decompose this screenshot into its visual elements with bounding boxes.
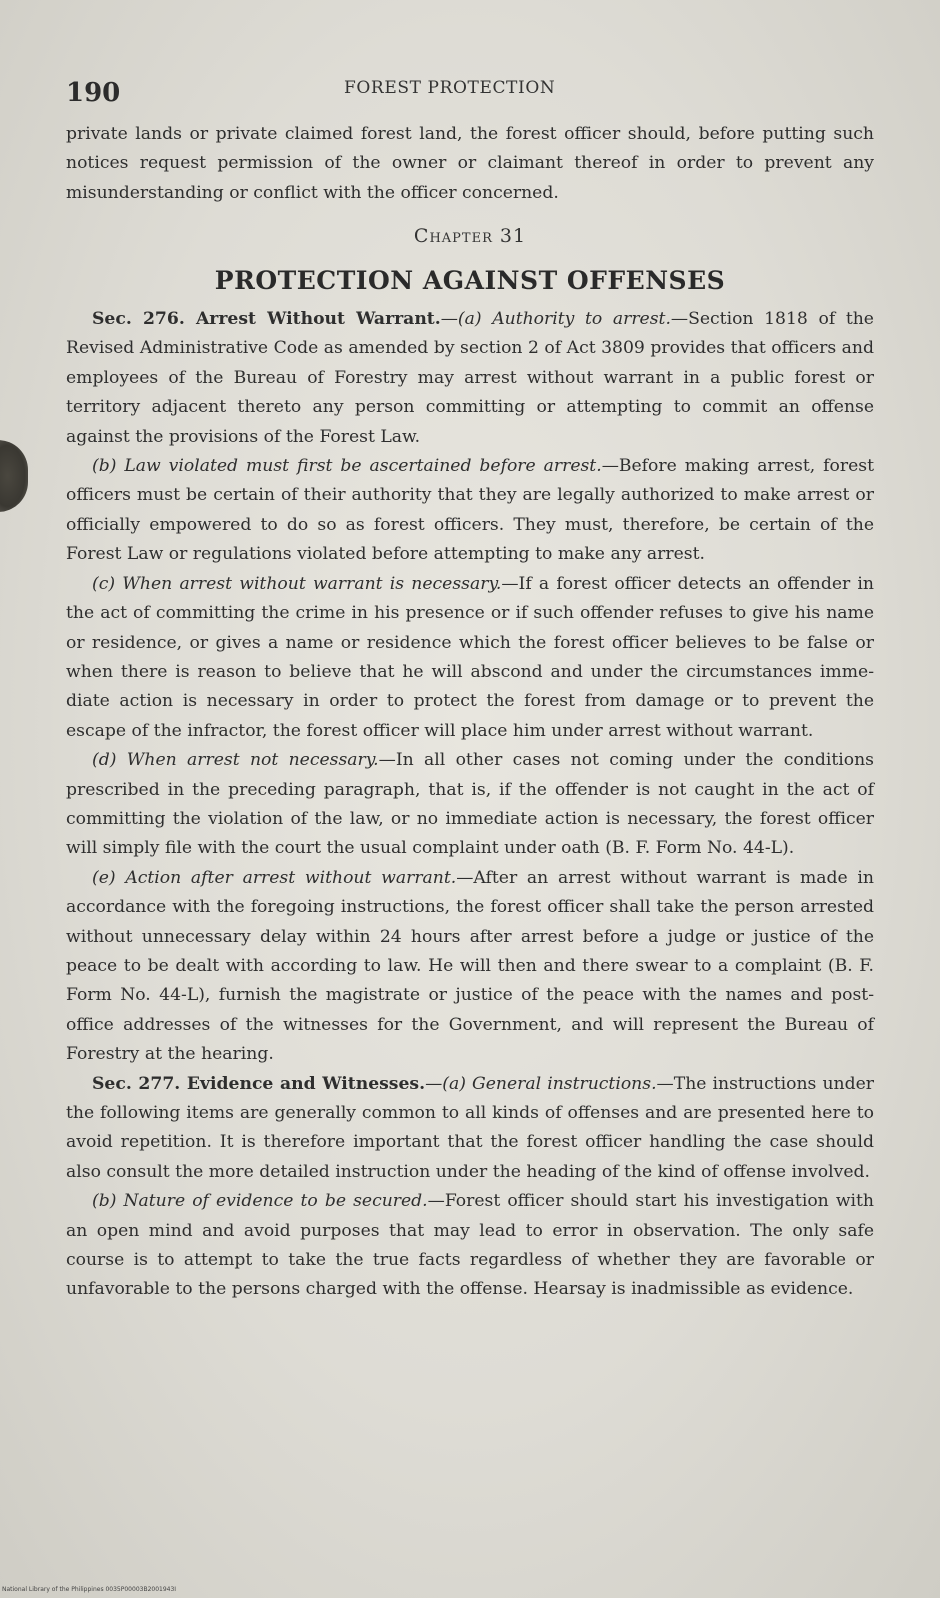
thumb-shadow (0, 440, 28, 512)
sec-276-b: (b) Law violated must first be ascertained before arrest.—Before making arrest, forest officers must be certain of their authority that they are legally authorized to make arrest or officially empowered to do so as forest officers. They must, therefore, be certain of the Forest Law or regulations violated before attempting to make any arrest. (66, 456, 874, 565)
sec-277-b-text: Forest officer should start his investigation with an open mind and avoid purposes that may lead to error in observation. The only safe course is to attempt to take the true facts regardless of whether they are favorable or unfavorable to the persons charged with the offense. Hearsay is inadmissible as evidence. (66, 1191, 874, 1300)
sec-276-a: Sec. 276. Arrest Without Warrant.—(a) Authority to arrest.—Section 1818 of the Revised Administrative Code as amended by section 2 of Act 3809 provides that officers and employees of the Bureau of Forestry may arrest without warrant in a public forest or territory adjacent thereto any person committing or attempting to commit an offense against the provisions of the Forest Law. (66, 309, 874, 447)
sec-276-c: (c) When arrest without warrant is necessary.—If a forest officer detects an offender in the act of committing the crime in his presence or if such offender refuses to give his name or residence, or gives a name or residence which the forest officer believes to be false or when there is reason to believe that he will abscond and under the circumstances immediate action is necessary in order to protect the forest from damage or to prevent the escape of the infractor, the forest officer will place him under arrest without warrant. (66, 573, 874, 741)
intro-paragraph: private lands or private claimed forest land, the forest officer should, before putting such notices request permission of the owner or claimant thereof in order to prevent any misunderstanding or conflict with the officer concerned. (66, 124, 874, 203)
sec-276-d: (d) When arrest not necessary.—In all other cases not coming under the conditions prescribed in the preceding paragraph, that is, if the offender is not caught in the act of committing the violation of the law, or no immediate action is necessary, the forest officer will simply file with the court the usual complaint under oath (B. F. Form No. 44-L). (66, 750, 874, 859)
library-credit: National Library of the Philippines 0035P00003B2001943I (2, 1586, 177, 1593)
sec-277-a-text: The instructions under the following items are generally common to all kinds of offenses and are presented here to avoid repetition. It is therefore important that the forest officer handling the case should also consult the more detailed instruction under the heading of the kind of offense involved. (66, 1073, 875, 1182)
sec-276-d-text: In all other cases not coming under the conditions prescribed in the preceding paragraph, that is, if the offender is not caught in the act of committing the violation of the law, or no immediate action is necessary, the forest officer will simply file with the court the usual complaint under oath (B. F. Form No. 44-L). (66, 750, 874, 859)
sec-277-b-label: (b) Nature of evidence to be secured. (92, 1191, 428, 1212)
sec-277-heading: Sec. 277. Evidence and Witnesses. (92, 1073, 426, 1094)
sec-276-heading: Sec. 276. Arrest Without Warrant. (92, 309, 441, 330)
sec-276-a-label: (a) Authority to arrest. (457, 309, 671, 330)
sec-276-e-label: (e) Action after arrest without warrant. (92, 867, 457, 888)
sec-276-a-text: Section 1818 of the Revised Administrative Code as amended by section 2 of Act 3809 provides that officers and employees of the Bureau of Forestry may arrest without warrant in a public forest or territory adjacent thereto any person committing or attempting to commit an offense against the provisions of the Forest Law. (66, 309, 874, 447)
running-head: FOREST PROTECTION (344, 78, 556, 98)
sec-276-b-label: (b) Law violated must first be ascertained before arrest. (92, 456, 602, 477)
sec-276-d-label: (d) When arrest not necessary. (92, 750, 379, 771)
sec-276-e: (e) Action after arrest without warrant.—After an arrest without warrant is made in accordance with the foregoing instructions, the forest officer shall take the person arrested without unnecessary delay within 24 hours after arrest before a judge or justice of the peace to be dealt with according to law. He will then and there swear to a complaint (B. F. Form No. 44-L), furnish the magistrate or justice of the peace with the names and post-office addresses of the witnesses for the Government, and will represent the Bureau of Forestry at the hearing. (66, 867, 875, 1065)
chapter-title: PROTECTION AGAINST OFFENSES (214, 265, 726, 295)
sec-277-b: (b) Nature of evidence to be secured.—Forest officer should start his investigation with an open mind and avoid purposes that may lead to error in observation. The only safe course is to attempt to take the true facts regardless of whether they are favorable or unfavorable to the persons charged with the offense. Hearsay is inadmissible as evidence. (66, 1191, 874, 1300)
body-text (66, 120, 874, 1305)
sec-276-c-text: If a forest officer detects an offender in the act of committing the crime in his presence or if such offender refuses to give his name or residence, or gives a name or residence which the forest officer believes to be false or when there is reason to believe that he will abscond and under the circumstances immediate action is necessary in order to protect the forest from damage or to prevent the escape of the infractor, the forest officer will place him under arrest without warrant. (66, 573, 874, 741)
sec-276-c-label: (c) When arrest without warrant is necessary. (92, 573, 502, 594)
chapter-label: Chapter 31 (413, 225, 527, 248)
page-number: 190 (66, 78, 121, 108)
sec-276-e-text: After an arrest without warrant is made in accordance with the foregoing instructions, the forest officer shall take the person arrested without unnecessary delay within 24 hours after arrest before a judge or justice of the peace to be dealt with according to law. He will then and there swear to a complaint (B. F. Form No. 44-L), furnish the magistrate or justice of the peace with the names and post-office addresses of the witnesses for the Government, and will represent the Bureau of Forestry at the hearing. (66, 867, 875, 1065)
sec-276-b-text: Before making arrest, forest officers must be certain of their authority that they are legally authorized to make arrest or officially empowered to do so as forest officers. They must, therefore, be certain of the Forest Law or regulations violated before attempting to make any arrest. (66, 456, 874, 565)
sec-277-a-label: (a) General instructions. (442, 1073, 657, 1094)
sec-277-a: Sec. 277. Evidence and Witnesses.—(a) General instructions.—The instructions under the following items are generally common to all kinds of offenses and are presented here to avoid repetition. It is therefore important that the forest officer handling the case should also consult the more detailed instruction under the heading of the kind of offense involved. (66, 1073, 875, 1182)
